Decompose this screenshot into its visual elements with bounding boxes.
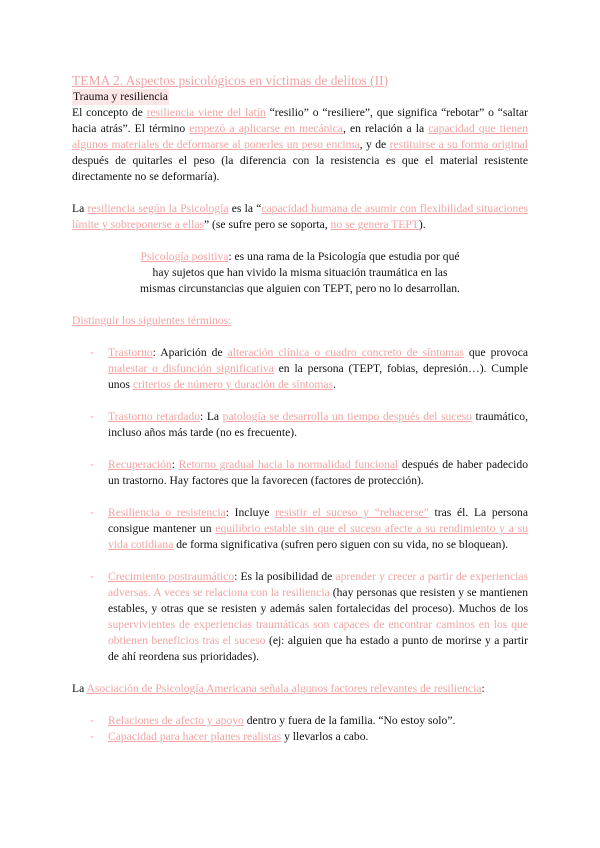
text-run: después de quitarles el peso (la diferencia con la resistencia es que el material resistente directamente no se deformaría). [72,154,528,183]
highlight-text: malestar o disfunción significativa [108,362,274,375]
text-run: . [333,378,336,391]
term-crecimiento-postraumatico [72,569,528,665]
highlight-text: criterios de número y duración de síntomas [132,378,334,391]
text-run: (hay personas que resisten y se mantienen estables, y otras que se resisten y además salen fortalecidas del proceso). Muchos de los [108,586,528,615]
text-run: : Aparición de [152,346,228,359]
text-run: en la persona (TEPT, fobias, depresión…). Cumple unos [108,362,528,391]
heading-terminos: Distinguir los siguientes términos: [72,314,232,327]
factor-item [72,713,528,729]
text-run: es la “ [228,202,262,215]
highlight-text: no se genera TEPT [330,218,419,231]
text-run: : [481,682,485,695]
text-run: dentro y fuera de la familia. “No estoy solo”. [243,714,456,727]
text-run: y llevarlos a cabo. [281,730,369,743]
terms-list [72,345,528,665]
highlight-text: Psicología positiva [140,250,229,263]
text-run: tras él. La persona consigue mantener un [108,506,528,535]
text-run: La [72,682,87,695]
highlight-text: resiliencia según la Psicología [87,202,229,215]
dash-bullet: - [90,458,94,471]
dash-bullet: - [90,570,94,583]
dash-bullet: - [90,730,94,743]
paragraph-psicologia-positiva [135,249,465,297]
text-run: , en relación a la [342,122,429,135]
term-trastorno-retardado [72,409,528,441]
highlight-text: supervivientes de experiencias traumáticas son capaces de encontrar caminos en los que obtienen beneficios tras el suceso [108,618,528,647]
dash-bullet: - [90,410,94,423]
factor-label: Relaciones de afecto y apoyo [108,714,244,727]
text-run: después de haber padecido un trastorno. Hay factores que la favorecen (factores de protección). [108,458,528,487]
dash-bullet: - [90,506,94,519]
text-run: : Incluye [225,506,276,519]
highlight-text: restituirse a su forma original [389,138,528,151]
dash-bullet: - [90,346,94,359]
factor-label: Capacidad para hacer planes realistas [108,730,282,743]
highlight-text: resistir el suceso y “rehacerse” [275,506,429,519]
list-gap [72,553,528,569]
highlight-text: Retorno gradual hacia la normalidad funcional [178,458,399,471]
text-run: de forma significativa (sufren pero siguen con su vida, no se bloquean). [173,538,509,551]
text-run: ). [418,218,426,231]
text-run: “resilio” o “resiliere”, que significa “rebotar” o “saltar hacia atrás”. El término [72,106,528,135]
paragraph-resiliencia-psicologia [72,201,528,233]
highlight-text: capacidad que tienen algunos materiales de deformarse al ponerles un peso encima [72,122,528,151]
highlight-text: equilibrio estable sin que el suceso afecte a su rendimiento y a su vida cotidiana [108,522,528,551]
text-run: : [171,458,179,471]
document-content [72,72,528,745]
highlight-text: patología se desarrolla un tiempo después del suceso [222,410,472,423]
text-run: : La [200,410,223,423]
term-trastorno [72,345,528,393]
section-subtitle: Trauma y resiliencia [73,90,168,103]
list-gap [72,489,528,505]
highlight-text: resiliencia viene del latín [146,106,266,119]
highlight-text: alteración clínica o cuadro concreto de síntomas [227,346,464,359]
highlight-text: aprender y crecer a partir de experiencias adversas. A veces se relaciona con la resiliencia [108,570,528,599]
text-run: ” (se sufre pero se soporta, [204,218,331,231]
term-resiliencia [72,505,528,553]
text-run: El concepto de [72,106,147,119]
term-label: Trastorno [108,346,153,359]
factors-list [72,713,528,745]
text-run: : es una rama de la Psicología que estudia por qué hay sujetos que han vivido la misma situación traumática en las mismas circunstancias que alguien con TEPT, pero no lo desarrollan. [140,250,460,295]
dash-bullet: - [90,714,94,727]
text-run: : Es la posibilidad de [234,570,336,583]
list-gap [72,441,528,457]
term-label: Crecimiento postraumático [108,570,235,583]
term-label: Trastorno retardado [108,410,201,423]
text-run: La [72,202,88,215]
factor-item [72,729,528,745]
term-label: Resiliencia o resistencia [108,506,226,519]
term-label: Recuperación [108,458,172,471]
text-run: , y de [359,138,390,151]
paragraph-apa [72,681,528,697]
document-title: TEMA 2. Aspectos psicológicos en víctimas de delitos (II) [72,73,389,88]
highlight-text: Asociación de Psicología Americana señala algunos factores relevantes de resiliencia [86,682,482,695]
paragraph-resiliencia-origen [72,105,528,185]
text-run: que provoca [463,346,529,359]
highlight-text: empezó a aplicarse en mecánica [189,122,343,135]
term-recuperacion [72,457,528,489]
text-run: (ej: alguien que ha estado a punto de morirse y a partir de ahí reordena sus prioridades). [108,634,528,663]
highlight-text: capacidad humana de asumir con flexibilidad situaciones límite y sobreponerse a ellas [72,202,528,231]
list-gap [72,393,528,409]
text-run: traumático, incluso años más tarde (no es frecuente). [108,410,528,439]
